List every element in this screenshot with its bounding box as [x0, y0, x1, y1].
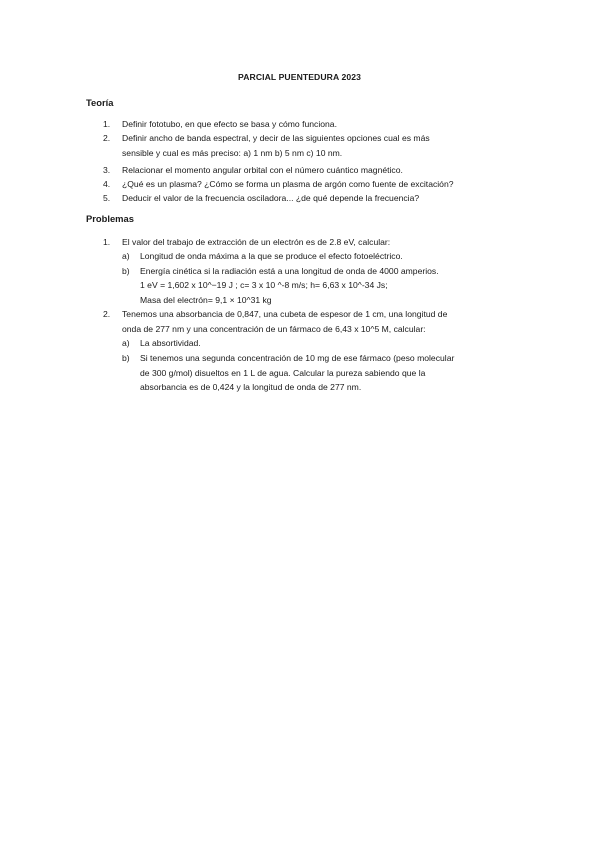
subitem-text: La absortividad.	[140, 338, 201, 348]
subitem-text: 1 eV = 1,602 x 10^−19 J ; c= 3 x 10 ^-8 m/s; h= 6,63 x 10^-34 Js;	[140, 280, 388, 290]
problem-item-text: Tenemos una absorbancia de 0,847, una cubeta de espesor de 1 cm, una longitud de	[122, 309, 448, 319]
theory-item-text: Deducir el valor de la frecuencia osciladora... ¿de qué depende la frecuencia?	[122, 193, 420, 203]
theory-item-number: 5.	[103, 193, 111, 203]
theory-item-text: ¿Qué es un plasma? ¿Cómo se forma un plasma de argón como fuente de excitación?	[122, 179, 454, 189]
problem-item-text: El valor del trabajo de extracción de un electrón es de 2.8 eV, calcular:	[122, 237, 391, 247]
theory-heading: Teoría	[86, 97, 114, 108]
subitem-letter: a)	[122, 338, 130, 348]
problem-item-number: 2.	[103, 309, 111, 319]
problem-item-number: 1.	[103, 237, 111, 247]
subitem-text: Longitud de onda máxima a la que se produce el efecto fotoeléctrico.	[140, 251, 403, 261]
subitem-letter: b)	[122, 353, 130, 363]
subitem-text: Energía cinética si la radiación está a una longitud de onda de 4000 amperios.	[140, 266, 439, 276]
subitem-letter: a)	[122, 251, 130, 261]
subitem-text: Masa del electrón= 9,1 × 10^31 kg	[140, 295, 272, 305]
theory-item-number: 2.	[103, 133, 111, 143]
problem-item-text: onda de 277 nm y una concentración de un fármaco de 6,43 x 10^5 M, calcular:	[122, 324, 426, 334]
theory-item-text: sensible y cual es más preciso: a) 1 nm b) 5 nm c) 10 nm.	[122, 148, 343, 158]
theory-item-text: Definir fototubo, en que efecto se basa y cómo funciona.	[122, 119, 337, 129]
subitem-text: Si tenemos una segunda concentración de 10 mg de ese fármaco (peso molecular	[140, 353, 455, 363]
document-title: PARCIAL PUENTEDURA 2023	[238, 72, 361, 82]
theory-item-text: Definir ancho de banda espectral, y decir de las siguientes opciones cual es más	[122, 133, 430, 143]
theory-item-number: 4.	[103, 179, 111, 189]
theory-item-text: Relacionar el momento angular orbital con el número cuántico magnético.	[122, 165, 403, 175]
theory-item-number: 3.	[103, 165, 111, 175]
subitem-letter: b)	[122, 266, 130, 276]
problems-heading: Problemas	[86, 213, 134, 224]
theory-item-number: 1.	[103, 119, 111, 129]
subitem-text: de 300 g/mol) disueltos en 1 L de agua. Calcular la pureza sabiendo que la	[140, 368, 426, 378]
subitem-text: absorbancia es de 0,424 y la longitud de onda de 277 nm.	[140, 382, 362, 392]
